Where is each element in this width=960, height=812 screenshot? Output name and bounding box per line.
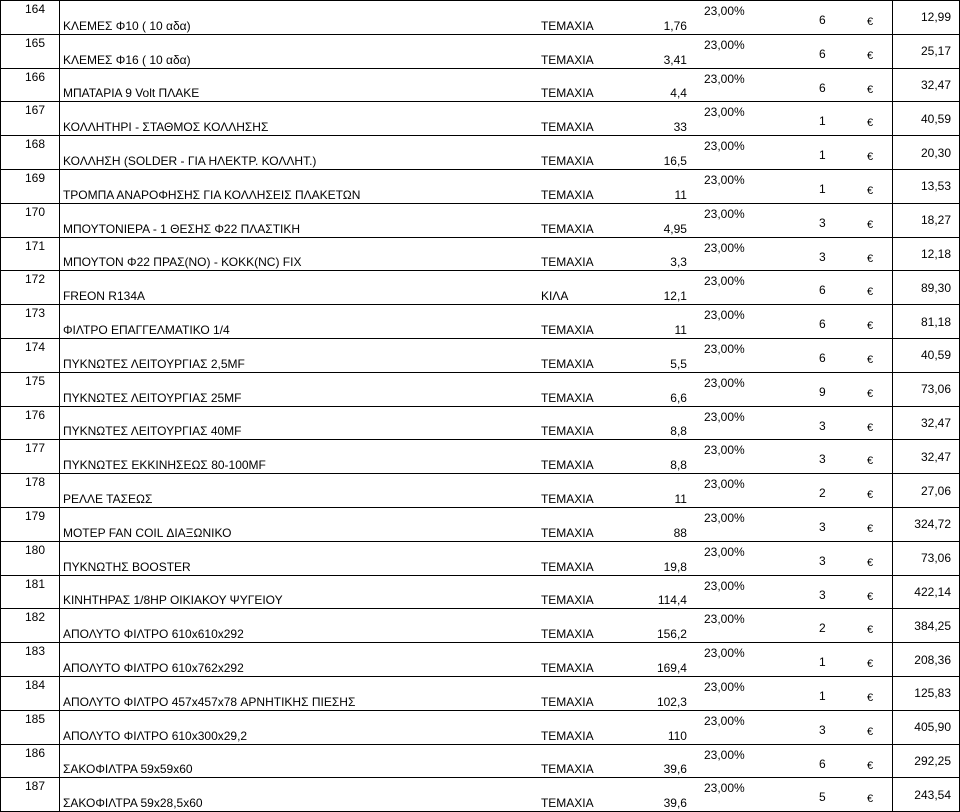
item-quantity: 33 bbox=[673, 120, 687, 135]
row-number: 175 bbox=[1, 372, 60, 406]
item-unit: ΤΕΜΑΧΙΑ bbox=[540, 627, 594, 642]
row-number: 180 bbox=[1, 541, 60, 575]
item-price: 32,47 bbox=[893, 440, 960, 474]
item-quantity: 3,41 bbox=[663, 52, 687, 67]
item-quantity: 156,2 bbox=[656, 627, 687, 642]
item-description: ΚΟΛΛΗΣΗ (SOLDER - ΓΙΑ ΗΛΕΚΤΡ. ΚΟΛΛΗΤ.) bbox=[62, 153, 317, 168]
item-price: 13,53 bbox=[893, 169, 960, 203]
item-count: 1 bbox=[818, 655, 826, 670]
row-detail bbox=[59, 541, 892, 575]
item-price: 384,25 bbox=[893, 609, 960, 643]
item-unit: ΤΕΜΑΧΙΑ bbox=[540, 424, 594, 439]
item-quantity: 11 bbox=[674, 187, 687, 202]
item-count: 3 bbox=[818, 215, 826, 230]
row-number: 177 bbox=[1, 440, 60, 474]
euro-icon: € bbox=[866, 353, 874, 366]
table-row bbox=[1, 271, 960, 305]
item-quantity: 1,76 bbox=[663, 18, 687, 33]
euro-icon: € bbox=[866, 252, 874, 265]
vat-rate: 23,00% bbox=[703, 679, 745, 694]
item-count: 3 bbox=[818, 418, 826, 433]
euro-icon: € bbox=[866, 522, 874, 535]
item-quantity: 11 bbox=[674, 322, 687, 337]
vat-rate: 23,00% bbox=[703, 477, 745, 492]
item-description: ΠΥΚΝΩΤΕΣ ΛΕΙΤΟΥΡΓΙΑΣ 40MF bbox=[62, 424, 242, 439]
item-price: 125,83 bbox=[893, 676, 960, 710]
item-count: 3 bbox=[818, 452, 826, 467]
item-unit: ΤΕΜΑΧΙΑ bbox=[540, 796, 594, 811]
euro-icon: € bbox=[866, 658, 874, 671]
table-row bbox=[1, 68, 960, 102]
euro-icon: € bbox=[866, 793, 874, 806]
row-detail bbox=[59, 778, 892, 812]
row-detail bbox=[59, 744, 892, 778]
row-number: 183 bbox=[1, 643, 60, 677]
item-price: 73,06 bbox=[893, 372, 960, 406]
item-description: ΣΑΚΟΦΙΛΤΡΑ 59x59x60 bbox=[62, 762, 193, 777]
row-number: 182 bbox=[1, 609, 60, 643]
item-description: ΜΟΤΕΡ FAN COIL ΔΙΑΞΩΝΙΚΟ bbox=[62, 525, 232, 540]
item-price: 32,47 bbox=[893, 68, 960, 102]
item-count: 5 bbox=[818, 790, 826, 805]
item-quantity: 39,6 bbox=[663, 762, 687, 777]
item-quantity: 169,4 bbox=[656, 660, 687, 675]
vat-rate: 23,00% bbox=[703, 646, 745, 661]
vat-rate: 23,00% bbox=[703, 206, 745, 221]
item-unit: ΤΕΜΑΧΙΑ bbox=[540, 525, 594, 540]
item-description: ΑΠΟΛΥΤΟ ΦΙΛΤΡΟ 610x300x29,2 bbox=[62, 728, 248, 743]
item-count: 2 bbox=[818, 486, 826, 501]
row-number: 169 bbox=[1, 169, 60, 203]
item-count: 6 bbox=[818, 317, 826, 332]
item-description: ΑΠΟΛΥΤΟ ΦΙΛΤΡΟ 610x610x292 bbox=[62, 627, 244, 642]
item-quantity: 8,8 bbox=[670, 424, 687, 439]
item-count: 1 bbox=[818, 688, 826, 703]
item-count: 1 bbox=[818, 181, 826, 196]
vat-rate: 23,00% bbox=[703, 747, 745, 762]
item-price: 18,27 bbox=[893, 203, 960, 237]
row-number: 173 bbox=[1, 305, 60, 339]
euro-icon: € bbox=[866, 49, 874, 62]
item-description: ΣΑΚΟΦΙΛΤΡΑ 59x28,5x60 bbox=[62, 796, 203, 811]
row-number: 174 bbox=[1, 338, 60, 372]
item-price: 73,06 bbox=[893, 541, 960, 575]
euro-icon: € bbox=[866, 691, 874, 704]
item-quantity: 3,3 bbox=[670, 255, 687, 270]
table-body bbox=[1, 1, 960, 812]
item-quantity: 11 bbox=[674, 491, 687, 506]
item-count: 1 bbox=[818, 114, 826, 129]
item-count: 2 bbox=[818, 621, 826, 636]
euro-icon: € bbox=[866, 286, 874, 299]
table-row bbox=[1, 541, 960, 575]
vat-rate: 23,00% bbox=[703, 308, 745, 323]
item-price: 208,36 bbox=[893, 643, 960, 677]
row-detail bbox=[59, 271, 892, 305]
row-number: 185 bbox=[1, 710, 60, 744]
item-unit: ΤΕΜΑΧΙΑ bbox=[540, 187, 594, 202]
item-unit: ΤΕΜΑΧΙΑ bbox=[540, 593, 594, 608]
row-detail bbox=[59, 609, 892, 643]
row-number: 168 bbox=[1, 136, 60, 170]
item-price: 243,54 bbox=[893, 778, 960, 812]
item-description: ΜΠΑΤΑΡΙΑ 9 Volt ΠΛΑΚΕ bbox=[62, 86, 200, 101]
item-description: ΦΙΛΤΡΟ ΕΠΑΓΓΕΛΜΑΤΙΚΟ 1/4 bbox=[62, 322, 230, 337]
item-count: 9 bbox=[818, 384, 826, 399]
item-unit: ΤΕΜΑΧΙΑ bbox=[540, 86, 594, 101]
table-row bbox=[1, 203, 960, 237]
item-unit: ΤΕΜΑΧΙΑ bbox=[540, 390, 594, 405]
vat-rate: 23,00% bbox=[703, 71, 745, 86]
vat-rate: 23,00% bbox=[703, 578, 745, 593]
item-unit: ΚΙΛΑ bbox=[540, 289, 569, 304]
vat-rate: 23,00% bbox=[703, 713, 745, 728]
item-description: ΠΥΚΝΩΤΕΣ ΕΚΚΙΝΗΣΕΩΣ 80-100MF bbox=[62, 458, 266, 473]
euro-icon: € bbox=[866, 455, 874, 468]
table-row bbox=[1, 305, 960, 339]
euro-icon: € bbox=[866, 151, 874, 164]
vat-rate: 23,00% bbox=[703, 105, 745, 120]
item-price: 422,14 bbox=[893, 575, 960, 609]
item-quantity: 114,4 bbox=[657, 593, 687, 608]
table-row bbox=[1, 102, 960, 136]
item-count: 6 bbox=[818, 283, 826, 298]
row-detail bbox=[59, 1, 892, 35]
row-detail bbox=[59, 305, 892, 339]
item-unit: ΤΕΜΑΧΙΑ bbox=[540, 458, 594, 473]
item-unit: ΤΕΜΑΧΙΑ bbox=[540, 18, 594, 33]
row-detail bbox=[59, 68, 892, 102]
row-detail bbox=[59, 169, 892, 203]
item-quantity: 110 bbox=[667, 728, 687, 743]
euro-icon: € bbox=[866, 218, 874, 231]
item-quantity: 39,6 bbox=[663, 796, 687, 811]
item-description: FREON R134A bbox=[62, 289, 145, 304]
table-row bbox=[1, 744, 960, 778]
item-count: 6 bbox=[818, 13, 826, 27]
euro-icon: € bbox=[866, 16, 874, 28]
euro-icon: € bbox=[866, 387, 874, 400]
euro-icon: € bbox=[866, 624, 874, 637]
row-detail bbox=[59, 440, 892, 474]
item-count: 6 bbox=[818, 80, 826, 95]
table-row bbox=[1, 338, 960, 372]
row-detail bbox=[59, 372, 892, 406]
item-price: 40,59 bbox=[893, 338, 960, 372]
row-detail bbox=[59, 203, 892, 237]
item-count: 3 bbox=[818, 519, 826, 534]
item-quantity: 8,8 bbox=[670, 458, 687, 473]
item-quantity: 4,95 bbox=[663, 221, 687, 236]
row-detail bbox=[59, 710, 892, 744]
table-row bbox=[1, 136, 960, 170]
row-number: 164 bbox=[1, 1, 60, 35]
item-price: 12,99 bbox=[893, 1, 960, 35]
vat-rate: 23,00% bbox=[703, 612, 745, 627]
item-unit: ΤΕΜΑΧΙΑ bbox=[540, 694, 594, 709]
item-count: 6 bbox=[818, 756, 826, 771]
item-quantity: 12,1 bbox=[663, 289, 687, 304]
table-row bbox=[1, 575, 960, 609]
item-unit: ΤΕΜΑΧΙΑ bbox=[540, 728, 594, 743]
item-count: 6 bbox=[818, 350, 826, 365]
item-unit: ΤΕΜΑΧΙΑ bbox=[540, 120, 594, 135]
item-description: ΜΠΟΥΤΟΝ Φ22 ΠΡΑΣ(ΝΟ) - ΚΟΚΚ(NC) FIX bbox=[62, 255, 302, 270]
table-row bbox=[1, 406, 960, 440]
vat-rate: 23,00% bbox=[703, 510, 745, 525]
vat-rate: 23,00% bbox=[703, 443, 745, 458]
item-price: 25,17 bbox=[893, 34, 960, 68]
row-number: 176 bbox=[1, 406, 60, 440]
item-count: 3 bbox=[818, 249, 826, 264]
euro-icon: € bbox=[866, 184, 874, 197]
table-row bbox=[1, 169, 960, 203]
vat-rate: 23,00% bbox=[703, 781, 745, 796]
item-description: ΜΠΟΥΤΟΝΙΕΡΑ - 1 ΘΕΣΗΣ Φ22 ΠΛΑΣΤΙΚΗ bbox=[62, 221, 301, 236]
vat-rate: 23,00% bbox=[703, 172, 745, 187]
row-number: 170 bbox=[1, 203, 60, 237]
item-count: 6 bbox=[818, 46, 826, 61]
euro-icon: € bbox=[866, 117, 874, 130]
item-price: 40,59 bbox=[893, 102, 960, 136]
item-quantity: 19,8 bbox=[663, 559, 687, 574]
item-count: 1 bbox=[818, 148, 826, 163]
euro-icon: € bbox=[866, 590, 874, 603]
item-price: 405,90 bbox=[893, 710, 960, 744]
table-row bbox=[1, 34, 960, 68]
table-row bbox=[1, 710, 960, 744]
row-detail bbox=[59, 34, 892, 68]
item-quantity: 88 bbox=[673, 525, 687, 540]
item-quantity: 6,6 bbox=[670, 390, 687, 405]
table-row bbox=[1, 474, 960, 508]
item-quantity: 5,5 bbox=[670, 356, 687, 371]
row-detail bbox=[59, 643, 892, 677]
item-description: ΠΥΚΝΩΤΗΣ BOOSTER bbox=[62, 559, 191, 574]
item-unit: ΤΕΜΑΧΙΑ bbox=[540, 255, 594, 270]
item-unit: ΤΕΜΑΧΙΑ bbox=[540, 356, 594, 371]
table-row bbox=[1, 643, 960, 677]
item-description: ΚΙΝΗΤΗΡΑΣ 1/8HP ΟΙΚΙΑΚΟΥ ΨΥΓΕΙΟΥ bbox=[62, 593, 283, 608]
row-detail bbox=[59, 338, 892, 372]
item-unit: ΤΕΜΑΧΙΑ bbox=[540, 762, 594, 777]
item-price: 292,25 bbox=[893, 744, 960, 778]
item-count: 3 bbox=[818, 722, 826, 737]
row-number: 181 bbox=[1, 575, 60, 609]
vat-rate: 23,00% bbox=[703, 139, 745, 154]
item-count: 3 bbox=[818, 587, 826, 602]
euro-icon: € bbox=[866, 320, 874, 333]
item-price: 20,30 bbox=[893, 136, 960, 170]
item-quantity: 16,5 bbox=[663, 153, 687, 168]
vat-rate: 23,00% bbox=[703, 544, 745, 559]
item-unit: ΤΕΜΑΧΙΑ bbox=[540, 491, 594, 506]
euro-icon: € bbox=[866, 83, 874, 96]
item-price: 89,30 bbox=[893, 271, 960, 305]
item-price: 27,06 bbox=[893, 474, 960, 508]
item-unit: ΤΕΜΑΧΙΑ bbox=[540, 660, 594, 675]
row-number: 187 bbox=[1, 778, 60, 812]
row-number: 186 bbox=[1, 744, 60, 778]
vat-rate: 23,00% bbox=[703, 375, 745, 390]
row-number: 184 bbox=[1, 676, 60, 710]
vat-rate: 23,00% bbox=[703, 37, 745, 52]
item-quantity: 102,3 bbox=[656, 694, 687, 709]
euro-icon: € bbox=[866, 759, 874, 772]
item-price: 32,47 bbox=[893, 406, 960, 440]
item-price: 324,72 bbox=[893, 507, 960, 541]
row-number: 172 bbox=[1, 271, 60, 305]
item-unit: ΤΕΜΑΧΙΑ bbox=[540, 559, 594, 574]
table-row bbox=[1, 440, 960, 474]
item-description: ΚΛΕΜΕΣ Φ10 ( 10 αδα) bbox=[62, 18, 191, 33]
row-number: 167 bbox=[1, 102, 60, 136]
row-number: 166 bbox=[1, 68, 60, 102]
vat-rate: 23,00% bbox=[703, 341, 745, 356]
table-row bbox=[1, 1, 960, 35]
table-row bbox=[1, 507, 960, 541]
item-description: ΡΕΛΛΕ ΤΑΣΕΩΣ bbox=[62, 491, 153, 506]
row-number: 171 bbox=[1, 237, 60, 271]
row-detail bbox=[59, 406, 892, 440]
item-description: ΠΥΚΝΩΤΕΣ ΛΕΙΤΟΥΡΓΙΑΣ 2,5MF bbox=[62, 356, 245, 371]
table-row bbox=[1, 372, 960, 406]
item-unit: ΤΕΜΑΧΙΑ bbox=[540, 153, 594, 168]
item-quantity: 4,4 bbox=[670, 86, 687, 101]
row-detail bbox=[59, 676, 892, 710]
vat-rate: 23,00% bbox=[703, 274, 745, 289]
row-detail bbox=[59, 102, 892, 136]
vat-rate: 23,00% bbox=[703, 240, 745, 255]
row-number: 179 bbox=[1, 507, 60, 541]
item-unit: ΤΕΜΑΧΙΑ bbox=[540, 322, 594, 337]
euro-icon: € bbox=[866, 489, 874, 502]
item-description: ΑΠΟΛΥΤΟ ΦΙΛΤΡΟ 457x457x78 ΑΡΝΗΤΙΚΗΣ ΠΙΕΣΗΣ bbox=[62, 694, 356, 709]
table-row bbox=[1, 778, 960, 812]
item-description: ΠΥΚΝΩΤΕΣ ΛΕΙΤΟΥΡΓΙΑΣ 25MF bbox=[62, 390, 242, 405]
item-description: ΤΡΟΜΠΑ ΑΝΑΡΟΦΗΣΗΣ ΓΙΑ ΚΟΛΛΗΣΕΙΣ ΠΛΑΚΕΤΩΝ bbox=[62, 187, 361, 202]
item-count: 3 bbox=[818, 553, 826, 568]
euro-icon: € bbox=[866, 725, 874, 738]
item-price: 12,18 bbox=[893, 237, 960, 271]
item-unit: ΤΕΜΑΧΙΑ bbox=[540, 52, 594, 67]
item-description: ΚΟΛΛΗΤΗΡΙ - ΣΤΑΘΜΟΣ ΚΟΛΛΗΣΗΣ bbox=[62, 120, 269, 135]
item-description: ΚΛΕΜΕΣ Φ16 ( 10 αδα) bbox=[62, 52, 191, 67]
vat-rate: 23,00% bbox=[703, 4, 745, 18]
table-row bbox=[1, 609, 960, 643]
row-detail bbox=[59, 575, 892, 609]
item-price: 81,18 bbox=[893, 305, 960, 339]
row-number: 178 bbox=[1, 474, 60, 508]
table-row bbox=[1, 237, 960, 271]
euro-icon: € bbox=[866, 421, 874, 434]
item-unit: ΤΕΜΑΧΙΑ bbox=[540, 221, 594, 236]
item-description: ΑΠΟΛΥΤΟ ΦΙΛΤΡΟ 610x762x292 bbox=[62, 660, 244, 675]
euro-icon: € bbox=[866, 556, 874, 569]
table-row bbox=[1, 676, 960, 710]
row-detail bbox=[59, 474, 892, 508]
vat-rate: 23,00% bbox=[703, 409, 745, 424]
row-detail bbox=[59, 507, 892, 541]
row-detail bbox=[59, 136, 892, 170]
row-number: 165 bbox=[1, 34, 60, 68]
row-detail bbox=[59, 237, 892, 271]
